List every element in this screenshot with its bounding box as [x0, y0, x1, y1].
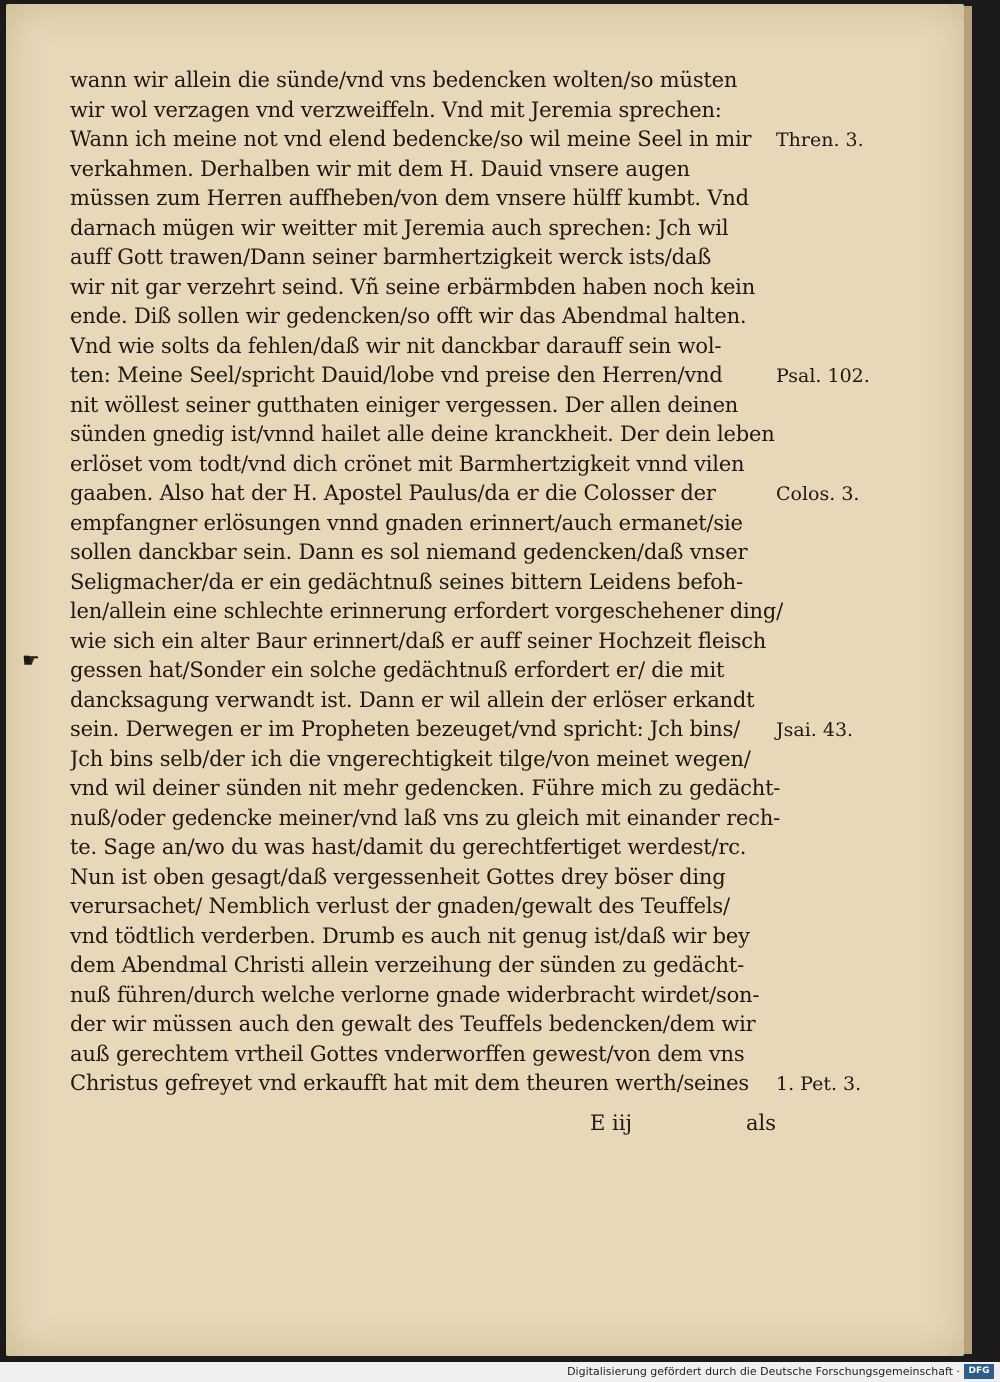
- text-line: auß gerechtem vrtheil Gottes vnderworffen gewest/von dem vns: [70, 1041, 745, 1066]
- text-line: vnd wil deiner sünden nit mehr gedencken. Führe mich zu gedächt-: [70, 776, 781, 800]
- text-line: wann wir allein die sünde/vnd vns bedencken wolten/so müsten: [70, 68, 738, 92]
- margin-note: 1. Pet. 3.: [776, 1073, 862, 1095]
- manicule-icon: ☛: [22, 648, 40, 672]
- text-line: ende. Diß sollen wir gedencken/so offt wir das Abendmal halten.: [70, 304, 747, 328]
- text-line: nit wöllest seiner gutthaten einiger vergessen. Der allen deinen: [70, 392, 739, 417]
- text-line: sollen danckbar sein. Dann es sol niemand gedencken/daß vnser: [70, 540, 748, 564]
- text-line: Jch bins selb/der ich die vngerechtigkeit tilge/von meinet wegen/: [70, 746, 751, 771]
- text-line: auff Gott trawen/Dann seiner barmhertzigkeit werck ists/daß: [70, 245, 712, 269]
- margin-notes: [776, 66, 886, 1126]
- text-line: gessen hat/Sonder ein solche gedächtnuß erfordert er/ die mit: [70, 658, 725, 682]
- dfg-credit-text: Digitalisierung gefördert durch die Deutsche Forschungsgemeinschaft ·: [567, 1365, 960, 1378]
- text-line: dancksagung verwandt ist. Dann er wil allein der erlöser erkandt: [70, 687, 755, 712]
- text-line: Wann ich meine not vnd elend bedencke/so wil meine Seel in mir: [70, 127, 752, 151]
- text-line: te. Sage an/wo du was hast/damit du gerechtfertiget werdest/rc.: [70, 835, 747, 859]
- margin-note: Colos. 3.: [776, 483, 860, 505]
- text-line: gaaben. Also hat der H. Apostel Paulus/da er die Colosser der: [70, 481, 716, 505]
- text-line: nuß führen/durch welche verlorne gnade widerbracht wirdet/son-: [70, 982, 760, 1007]
- page-text-block: [70, 66, 790, 1099]
- page-footer: [70, 1108, 790, 1138]
- margin-note: Jsai. 43.: [776, 719, 854, 741]
- signature-mark: E iij: [590, 1111, 632, 1135]
- text-line: Seligmacher/da er ein gedächtnuß seines bittern Leidens befoh-: [70, 569, 743, 594]
- text-line: Vnd wie solts da fehlen/daß wir nit danckbar darauff sein wol-: [70, 333, 722, 358]
- text-line: der wir müssen auch den gewalt des Teuffels bedencken/dem wir: [70, 1012, 756, 1036]
- dfg-logo: DFG: [964, 1364, 994, 1379]
- margin-note: Psal. 102.: [776, 365, 870, 387]
- text-line: nuß/oder gedencke meiner/vnd laß vns zu gleich mit einander rech-: [70, 805, 781, 830]
- page-edge: [964, 6, 972, 1354]
- catchword: als: [746, 1111, 777, 1135]
- text-line: wir wol verzagen vnd verzweiffeln. Vnd mit Jeremia sprechen:: [70, 97, 722, 122]
- text-line: len/allein eine schlechte erinnerung erfordert vorgeschehener ding/: [70, 599, 783, 623]
- text-line: vnd tödtlich verderben. Drumb es auch nit genug ist/daß wir bey: [70, 923, 750, 948]
- text-line: dem Abendmal Christi allein verzeihung der sünden zu gedächt-: [70, 953, 744, 977]
- text-line: erlöset vom todt/vnd dich crönet mit Barmhertzigkeit vnnd vilen: [70, 451, 745, 476]
- text-line: verursachet/ Nemblich verlust der gnaden/gewalt des Teuffels/: [70, 894, 730, 918]
- margin-note: Thren. 3.: [776, 129, 864, 151]
- text-line: verkahmen. Derhalben wir mit dem H. Dauid vnsere augen: [70, 156, 690, 181]
- text-line: wir nit gar verzehrt seind. Vñ seine erbärmbden haben noch kein: [70, 274, 756, 299]
- text-line: Christus gefreyet vnd erkaufft hat mit dem theuren werth/seines: [70, 1071, 749, 1095]
- text-line: sein. Derwegen er im Propheten bezeuget/vnd spricht: Jch bins/: [70, 717, 741, 741]
- text-line: wie sich ein alter Baur erinnert/daß er auff seiner Hochzeit fleisch: [70, 628, 767, 653]
- text-line: Nun ist oben gesagt/daß vergessenheit Gottes drey böser ding: [70, 864, 726, 889]
- text-line: sünden gnedig ist/vnnd hailet alle deine kranckheit. Der dein leben: [70, 422, 775, 446]
- text-line: ten: Meine Seel/spricht Dauid/lobe vnd preise den Herren/vnd: [70, 363, 723, 387]
- text-line: müssen zum Herren auffheben/von dem vnsere hülff kumbt. Vnd: [70, 186, 749, 210]
- text-line: darnach mügen wir weitter mit Jeremia auch sprechen: Jch wil: [70, 215, 729, 240]
- text-line: empfangner erlösungen vnnd gnaden erinnert/auch ermanet/sie: [70, 510, 743, 535]
